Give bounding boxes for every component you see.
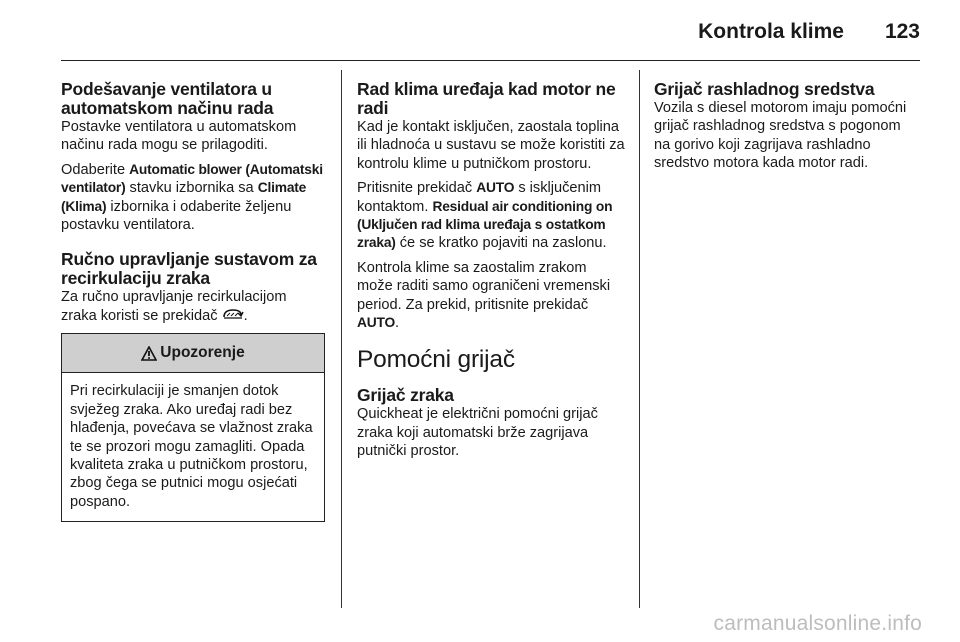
page-title: Kontrola klime	[698, 20, 844, 43]
page-header	[61, 18, 920, 61]
heading-air-heater: Grijač zraka	[357, 385, 454, 406]
paragraph-residual-auto: Pritisnite prekidač AUTO s isključenim kontaktom. Residual air conditioning on (Uključen rad klima uređaja s ostatkom zraka) će se kratko pojaviti na zaslonu.	[357, 180, 613, 252]
warning-title: Upozorenje	[160, 344, 245, 362]
column-divider-1	[341, 70, 342, 608]
column-divider-2	[639, 70, 640, 608]
warning-body	[62, 373, 324, 521]
heading-blower-auto: Podešavanje ventilatora u automatskom načinu rada	[61, 79, 274, 118]
warning-header	[62, 334, 324, 373]
heading-engine-off: Rad klima uređaja kad motor ne radi	[357, 79, 616, 118]
column-3	[654, 80, 920, 179]
paragraph-coolant-heater: Vozila s diesel motorom imaju pomoćni grijač rashladnog sredstva s pogonom na gorivo koji zagrijava rashladno sredstvo motora kada motor radi.	[654, 100, 907, 172]
column-2	[357, 80, 625, 467]
section-title-aux-heater: Pomoćni grijač	[357, 346, 515, 374]
warning-box	[61, 333, 325, 522]
recirculation-icon	[222, 307, 244, 325]
page-number: 123	[884, 20, 920, 43]
paragraph-quickheat: Quickheat je električni pomoćni grijač zraka koji automatski brže zagrijava putnički prostor.	[357, 406, 598, 460]
watermark: carmanualsonline.info	[713, 612, 922, 635]
paragraph-residual-limit: Kontrola klime sa zaostalim zrakom može raditi samo ograničeni vremenski period. Za prekid, pritisnite prekidač AUTO.	[357, 259, 611, 332]
heading-recirculation: Ručno upravljanje sustavom za recirkulaciju zraka	[61, 249, 317, 289]
paragraph-residual-intro: Kad je kontakt isključen, zaostala toplina ili hladnoća u sustavu se može koristiti za kontrolu klime u putničkom prostoru.	[357, 119, 625, 172]
warning-triangle-icon	[141, 346, 157, 361]
paragraph-recirculation: Za ručno upravljanje recirkulacijom zraka koristi se prekidač .	[61, 289, 287, 324]
heading-coolant-heater: Grijač rashladnog sredstva	[654, 79, 875, 99]
warning-text: Pri recirkulaciji je smanjen dotok svježeg zraka. Ako uređaj radi bez hlađenja, povećava se vlažnost zraka te se prozori mogu zamagliti. Opada kvaliteta zraka u putničkom prostoru, zbog čega se putnici mogu osjećati pospano.	[70, 383, 313, 510]
paragraph-blower-select: Odaberite Automatic blower (Automatski ventilator) stavku izbornika sa Climate (Klima) izbornika i odaberite željenu postavku ventilatora.	[61, 161, 323, 234]
paragraph-blower-intro: Postavke ventilatora u automatskom načinu rada mogu se prilagoditi.	[61, 119, 297, 154]
column-1	[61, 80, 325, 522]
